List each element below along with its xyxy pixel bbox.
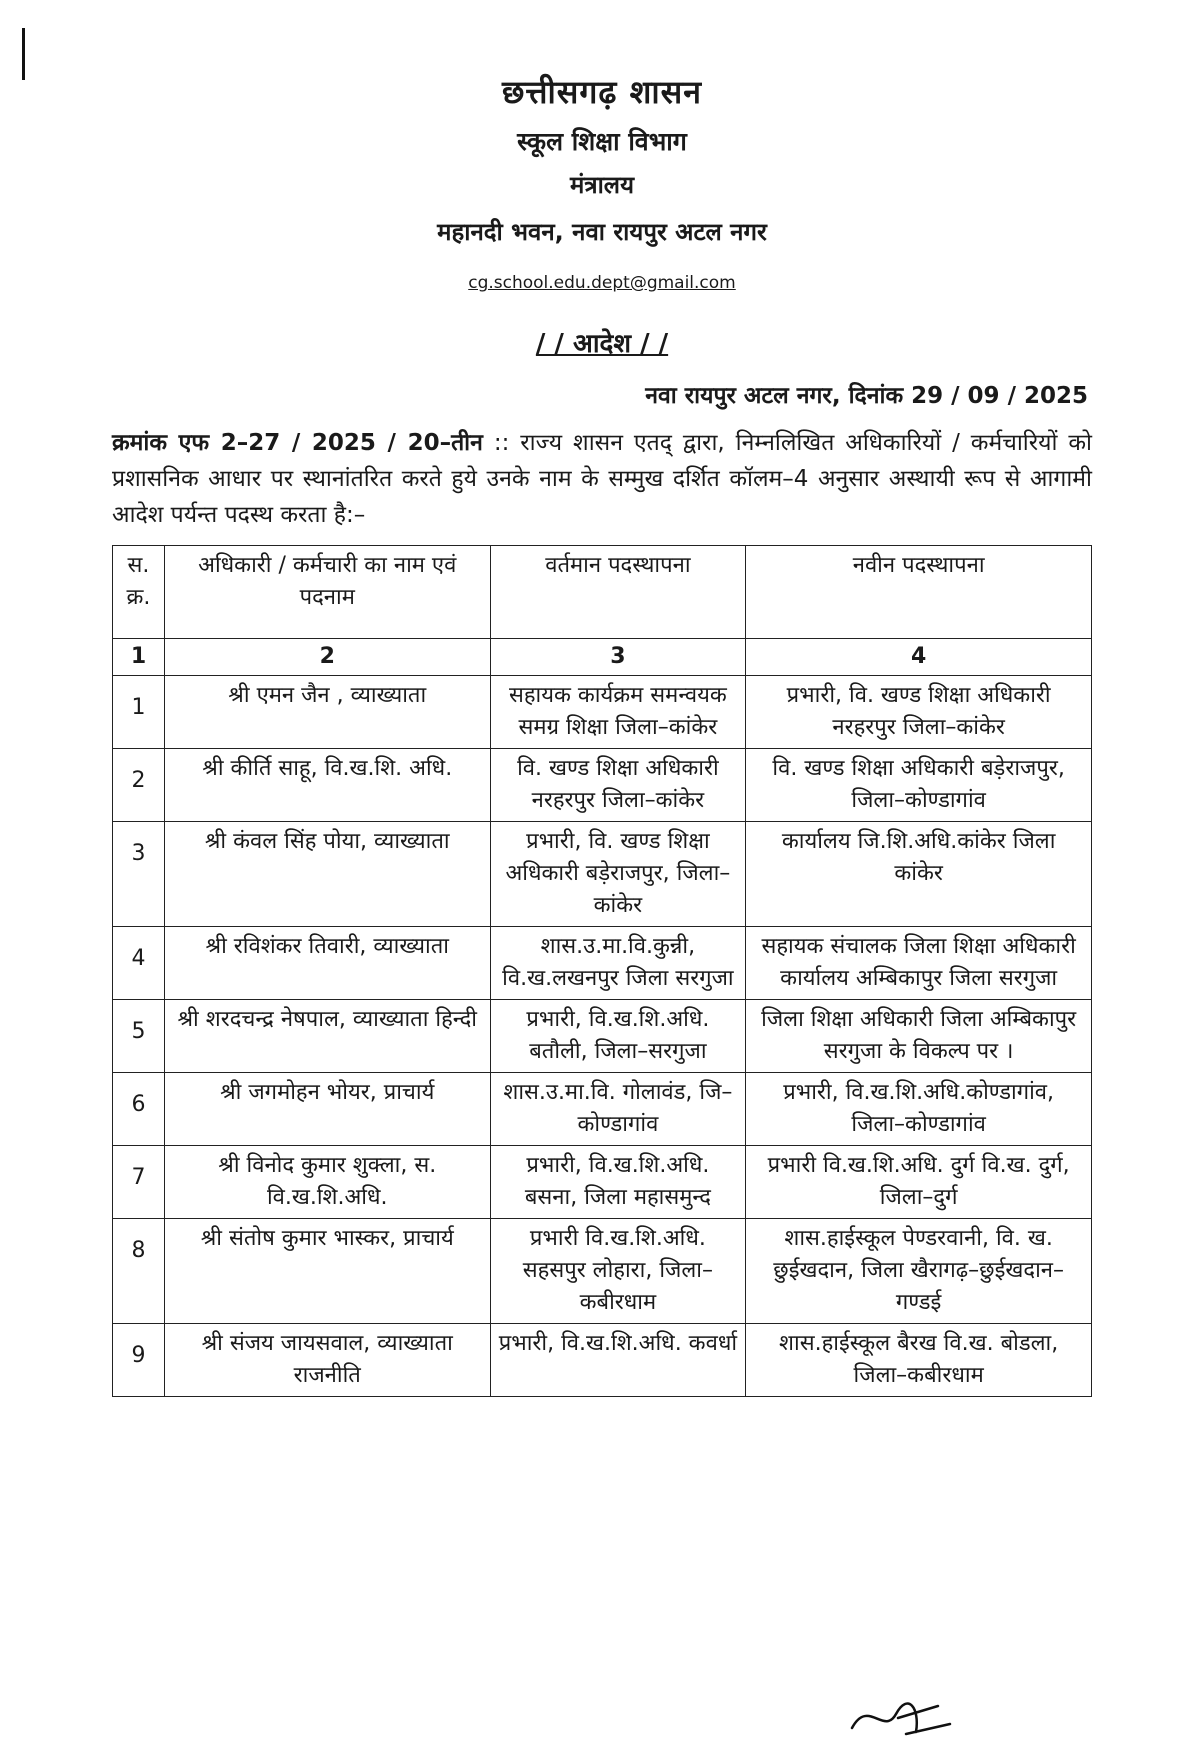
name-cell: श्री जगमोहन भोयर, प्राचार्य	[164, 1073, 490, 1146]
name-cell: श्री कंवल सिंह पोया, व्याख्याता	[164, 822, 490, 927]
column-number: 3	[490, 639, 746, 676]
new-posting-cell: जिला शिक्षा अधिकारी जिला अम्बिकापुर सरगुजा के विकल्प पर ।	[746, 1000, 1092, 1073]
current-posting-cell: सहायक कार्यक्रम समन्वयक समग्र शिक्षा जिला–कांकेर	[490, 676, 746, 749]
serial-cell: 1	[113, 676, 165, 749]
table-row	[113, 1073, 1092, 1146]
new-posting-cell: कार्यालय जि.शि.अधि.कांकेर जिला कांकेर	[746, 822, 1092, 927]
name-cell: श्री कीर्ति साहू, वि.ख.शि. अधि.	[164, 749, 490, 822]
table-row	[113, 1000, 1092, 1073]
current-posting-cell: प्रभारी वि.ख.शि.अधि. सहसपुर लोहारा, जिला–कबीरधाम	[490, 1219, 746, 1324]
current-posting-cell: प्रभारी, वि.ख.शि.अधि. कवर्धा	[490, 1324, 746, 1397]
order-text: :: राज्य शासन एतद् द्वारा, निम्नलिखित अधिकारियों / कर्मचारियों को प्रशासनिक आधार पर स्थानांतरित करते हुये उनके नाम के सम्मुख दर्शित कॉलम–4 अनुसार अस्थायी रूप से आगामी आदेश पर्यन्त पदस्थ करता है:–	[112, 430, 1092, 528]
name-cell: श्री रविशंकर तिवारी, व्याख्याता	[164, 927, 490, 1000]
order-paragraph	[112, 425, 1092, 533]
order-title: / / आदेश / /	[535, 329, 669, 359]
place-date: नवा रायपुर अटल नगर, दिनांक 29 / 09 / 2025	[645, 383, 1088, 409]
serial-cell: 6	[113, 1073, 165, 1146]
table-header-row	[113, 546, 1092, 639]
header-name: अधिकारी / कर्मचारी का नाम एवं पदनाम	[164, 546, 490, 639]
serial-cell: 8	[113, 1219, 165, 1324]
reference-number: क्रमांक एफ 2–27 / 2025 / 20–तीन	[112, 430, 483, 456]
new-posting-cell: शास.हाईस्कूल बैरख वि.ख. बोडला, जिला–कबीरधाम	[746, 1324, 1092, 1397]
current-posting-cell: शास.उ.मा.वि. गोलावंड, जि–कोण्डागांव	[490, 1073, 746, 1146]
name-cell: श्री शरदचन्द्र नेषपाल, व्याख्याता हिन्दी	[164, 1000, 490, 1073]
serial-cell: 9	[113, 1324, 165, 1397]
email-link[interactable]: cg.school.edu.dept@gmail.com	[468, 273, 736, 293]
new-posting-cell: प्रभारी वि.ख.शि.अधि. दुर्ग वि.ख. दुर्ग, जिला–दुर्ग	[746, 1146, 1092, 1219]
serial-cell: 3	[113, 822, 165, 927]
table-row	[113, 676, 1092, 749]
table-row	[113, 1219, 1092, 1324]
header-current-posting: वर्तमान पदस्थापना	[490, 546, 746, 639]
government-heading: छत्तीसगढ़ शासन	[501, 73, 703, 111]
column-number: 1	[113, 639, 165, 676]
department-heading: स्कूल शिक्षा विभाग	[517, 127, 687, 156]
table-row	[113, 749, 1092, 822]
column-number-row	[113, 639, 1092, 676]
serial-cell: 4	[113, 927, 165, 1000]
serial-cell: 5	[113, 1000, 165, 1073]
signature-mark	[846, 1688, 956, 1744]
current-posting-cell: प्रभारी, वि.ख.शि.अधि. बसना, जिला महासमुन्द	[490, 1146, 746, 1219]
new-posting-cell: प्रभारी, वि. खण्ड शिक्षा अधिकारी नरहरपुर जिला–कांकेर	[746, 676, 1092, 749]
serial-cell: 2	[113, 749, 165, 822]
table-row	[113, 822, 1092, 927]
table-row	[113, 1146, 1092, 1219]
address-heading: महानदी भवन, नवा रायपुर अटल नगर	[437, 218, 767, 246]
name-cell: श्री संजय जायसवाल, व्याख्याता राजनीति	[164, 1324, 490, 1397]
current-posting-cell: प्रभारी, वि. खण्ड शिक्षा अधिकारी बड़ेराजपुर, जिला–कांकेर	[490, 822, 746, 927]
name-cell: श्री विनोद कुमार शुक्ला, स. वि.ख.शि.अधि.	[164, 1146, 490, 1219]
name-cell: श्री एमन जैन , व्याख्याता	[164, 676, 490, 749]
new-posting-cell: सहायक संचालक जिला शिक्षा अधिकारी कार्यालय अम्बिकापुर जिला सरगुजा	[746, 927, 1092, 1000]
header-serial: स. क्र.	[113, 546, 165, 639]
header-new-posting: नवीन पदस्थापना	[746, 546, 1092, 639]
serial-cell: 7	[113, 1146, 165, 1219]
transfer-table	[112, 545, 1092, 1397]
office-heading: मंत्रालय	[569, 171, 634, 199]
current-posting-cell: वि. खण्ड शिक्षा अधिकारी नरहरपुर जिला–कांकेर	[490, 749, 746, 822]
column-number: 2	[164, 639, 490, 676]
current-posting-cell: शास.उ.मा.वि.कुन्नी, वि.ख.लखनपुर जिला सरगुजा	[490, 927, 746, 1000]
current-posting-cell: प्रभारी, वि.ख.शि.अधि. बतौली, जिला–सरगुजा	[490, 1000, 746, 1073]
table-row	[113, 1324, 1092, 1397]
new-posting-cell: शास.हाईस्कूल पेण्डरवानी, वि. ख. छुईखदान, जिला खैरागढ़–छुईखदान–गण्डई	[746, 1219, 1092, 1324]
column-number: 4	[746, 639, 1092, 676]
name-cell: श्री संतोष कुमार भास्कर, प्राचार्य	[164, 1219, 490, 1324]
table-row	[113, 927, 1092, 1000]
new-posting-cell: वि. खण्ड शिक्षा अधिकारी बड़ेराजपुर, जिला–कोण्डागांव	[746, 749, 1092, 822]
new-posting-cell: प्रभारी, वि.ख.शि.अधि.कोण्डागांव, जिला–कोण्डागांव	[746, 1073, 1092, 1146]
